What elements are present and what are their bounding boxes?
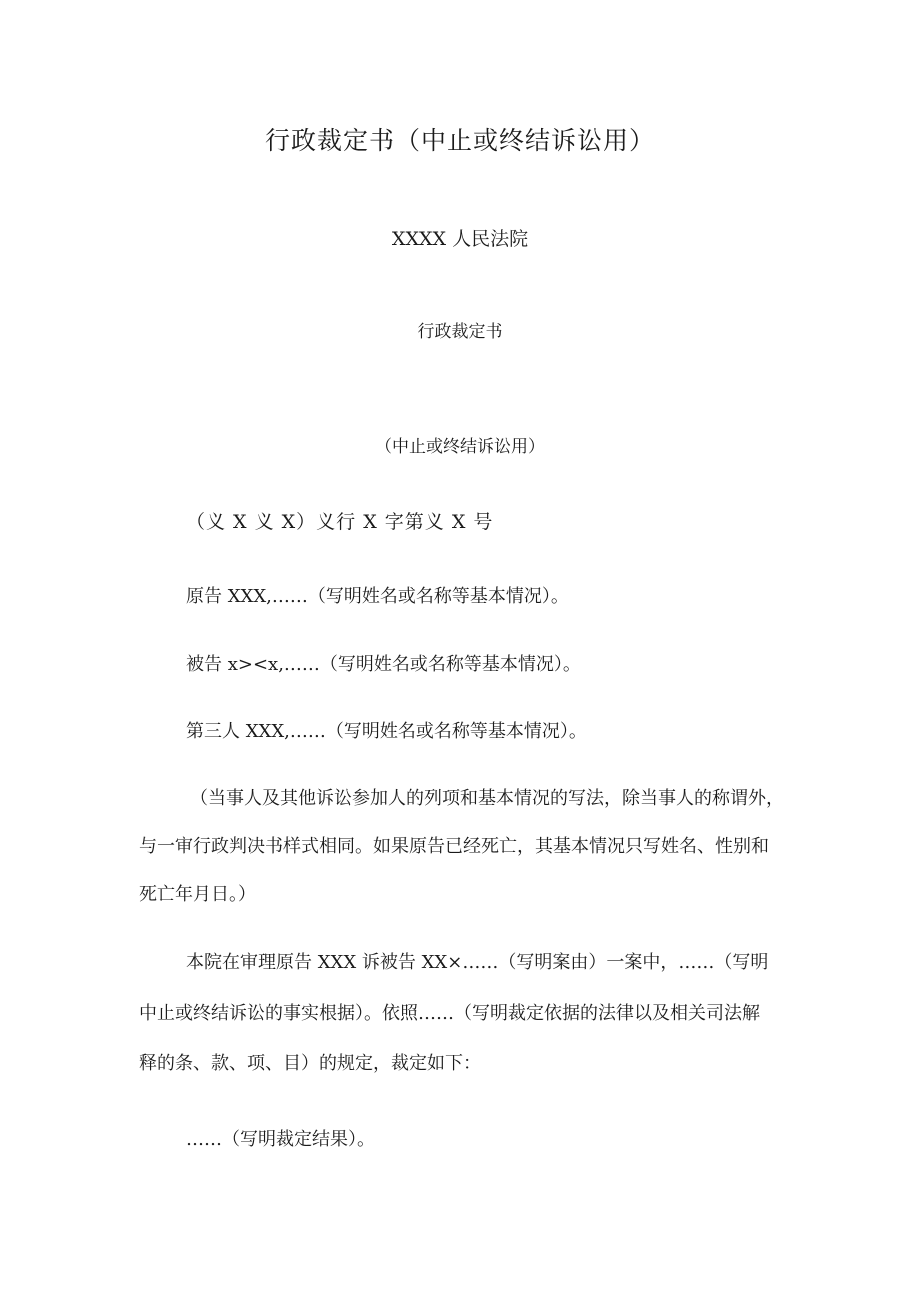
note-line: （当事人及其他诉讼参加人的列项和基本情况的写法，除当事人的称谓外，	[190, 788, 784, 809]
court-name: XXXX 人民法院	[391, 228, 529, 250]
party-defendant: 被告 x><x,……（写明姓名或名称等基本情况）。	[186, 654, 581, 675]
party-plaintiff: 原告 XXX,……（写明姓名或名称等基本情况）。	[186, 586, 569, 607]
body-line: 释的条、款、项、目）的规定，裁定如下：	[139, 1053, 481, 1074]
party-third-party: 第三人 XXX,……（写明姓名或名称等基本情况）。	[186, 721, 587, 742]
note-line: 死亡年月日。）	[139, 884, 256, 905]
party-format-note	[139, 784, 799, 914]
document-title: 行政裁定书（中止或终结诉讼用）	[264, 126, 655, 155]
note-line: 与一审行政判决书样式相同。如果原告已经死亡，其基本情况只写姓名、性别和	[139, 836, 769, 857]
body-line: 本院在审理原告 XXX 诉被告 XX×……（写明案由）一案中，……（写明	[186, 952, 769, 973]
body-line: 中止或终结诉讼的事实根据）。依照……（写明裁定依据的法律以及相关司法解	[139, 1003, 760, 1024]
ruling-body-paragraph	[139, 948, 799, 1078]
document-subtitle: （中止或终结诉讼用）	[375, 437, 545, 457]
case-number: （义 X 义 X）义行 X 字第义 X 号	[186, 511, 494, 533]
document-type: 行政裁定书	[417, 322, 503, 342]
ruling-result: ……（写明裁定结果）。	[186, 1129, 375, 1150]
